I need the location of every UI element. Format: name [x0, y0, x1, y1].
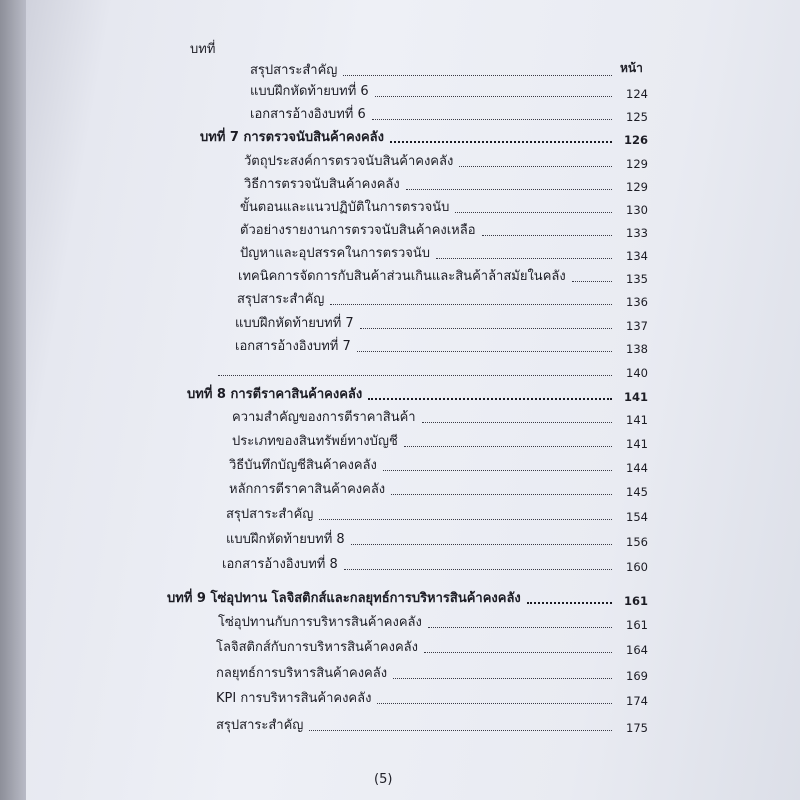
entry-page-number: 169 [626, 669, 648, 683]
dot-leader [459, 166, 612, 167]
entry-title: สรุปสาระสำคัญ [237, 292, 325, 307]
entry-page-number: 144 [626, 461, 648, 475]
entry-title: หลักการตีราคาสินค้าคงคลัง [229, 482, 386, 497]
dot-leader [344, 569, 612, 570]
entry-page-number: 140 [626, 366, 648, 380]
toc-entry [229, 455, 648, 475]
dot-leader [377, 703, 612, 704]
toc-entry [226, 529, 648, 549]
entry-page-number: 175 [626, 721, 648, 735]
chapter-entry [167, 588, 648, 608]
entry-page-number: 125 [626, 110, 648, 124]
entry-page-number: 129 [626, 180, 648, 194]
page-binding-shadow [0, 0, 26, 800]
entry-title: บทที่ 9 โซ่อุปทาน โลจิสติกส์และกลยุทธ์การบริหารสินค้าคงคลัง [167, 591, 521, 606]
chapter-entry [200, 127, 648, 147]
toc-entry [226, 504, 648, 524]
entry-title: บทที่ 7 การตรวจนับสินค้าคงคลัง [200, 130, 384, 145]
entry-title: สรุปสาระสำคัญ [216, 718, 304, 733]
dot-leader [393, 678, 612, 679]
dot-leader [422, 422, 612, 423]
toc-entry [250, 81, 648, 101]
entry-page-number: 141 [626, 437, 648, 451]
dot-leader [319, 519, 612, 520]
entry-page-number: 160 [626, 560, 648, 574]
page-column-label: หน้า [620, 61, 643, 75]
entry-page-number: 161 [623, 594, 648, 608]
entry-title: เอกสารอ้างอิงบทที่ 6 [250, 107, 366, 122]
entry-title: วิธีบันทึกบัญชีสินค้าคงคลัง [229, 458, 377, 473]
entry-page-number: 156 [626, 535, 648, 549]
entry-title: สรุปสาระสำคัญ [250, 63, 338, 78]
toc-entry [216, 688, 648, 708]
toc-entry [229, 479, 648, 499]
entry-title: โซ่อุปทานกับการบริหารสินค้าคงคลัง [218, 615, 422, 630]
dot-leader [390, 141, 612, 143]
chapter-column-label: บทที่ [190, 42, 216, 57]
dot-leader [436, 258, 612, 259]
dot-leader [455, 212, 612, 213]
dot-leader [404, 446, 612, 447]
entry-title: สรุปสาระสำคัญ [226, 507, 314, 522]
toc-entry [250, 104, 648, 124]
toc-entry [216, 715, 648, 735]
entry-title: กลยุทธ์การบริหารสินค้าคงคลัง [216, 666, 388, 681]
entry-title: ประเภทของสินทรัพย์ทางบัญชี [232, 434, 398, 449]
dot-leader [424, 652, 612, 653]
toc-entry [216, 663, 648, 683]
entry-title: เทคนิคการจัดการกับสินค้าส่วนเกินและสินค้าล้าสมัยในคลัง [238, 269, 566, 284]
entry-title: แบบฝึกหัดท้ายบทที่ 7 [235, 316, 354, 331]
dot-leader [383, 470, 612, 471]
dot-leader [391, 494, 612, 495]
entry-page-number: 174 [626, 694, 648, 708]
entry-page-number: 129 [626, 157, 648, 171]
entry-page-number: 141 [626, 413, 648, 427]
chapter-entry [187, 384, 648, 404]
entry-page-number: 137 [626, 319, 648, 333]
entry-title: เอกสารอ้างอิงบทที่ 7 [235, 339, 351, 354]
toc-entry [218, 612, 648, 632]
entry-title: ความสำคัญของการตีราคาสินค้า [232, 410, 416, 425]
entry-page-number: 161 [626, 618, 648, 632]
entry-title: เอกสารอ้างอิงบทที่ 8 [222, 557, 338, 572]
toc-entry [240, 220, 648, 240]
toc-entry [232, 407, 648, 427]
entry-page-number: 134 [626, 249, 648, 263]
toc-entry [222, 554, 648, 574]
dot-leader [375, 96, 612, 97]
entry-page-number: 135 [626, 272, 648, 286]
entry-title: แบบฝึกหัดท้ายบทที่ 6 [250, 84, 369, 99]
entry-page-number: 133 [626, 226, 648, 240]
entry-title: แบบฝึกหัดท้ายบทที่ 8 [226, 532, 345, 547]
toc-entry [250, 60, 648, 80]
entry-title: วิธีการตรวจนับสินค้าคงคลัง [244, 177, 400, 192]
dot-leader [406, 189, 612, 190]
toc-entry [235, 336, 648, 356]
entry-title: ตัวอย่างรายงานการตรวจนับสินค้าคงเหลือ [240, 223, 476, 238]
toc-entry [244, 151, 648, 171]
entry-page-number: 145 [626, 485, 648, 499]
entry-title: บทที่ 8 การตีราคาสินค้าคงคลัง [187, 387, 363, 402]
entry-title: ขั้นตอนและแนวปฏิบัติในการตรวจนับ [240, 200, 450, 215]
entry-title: วัตถุประสงค์การตรวจนับสินค้าคงคลัง [244, 154, 454, 169]
dot-leader [351, 544, 612, 545]
entry-page-number: 141 [623, 390, 648, 404]
entry-title: โลจิสติกส์กับการบริหารสินค้าคงคลัง [216, 640, 418, 655]
dot-leader [360, 328, 612, 329]
entry-page-number: 130 [626, 203, 648, 217]
toc-entry [237, 289, 648, 309]
toc-entry [216, 637, 648, 657]
dot-leader [428, 627, 612, 628]
toc-entry [244, 174, 648, 194]
toc-entry [240, 243, 648, 263]
entry-page-number: 138 [626, 342, 648, 356]
toc-entry [240, 197, 648, 217]
dot-leader [343, 75, 612, 76]
dot-leader [330, 304, 612, 305]
toc-entry [235, 313, 648, 333]
entry-title: ปัญหาและอุปสรรคในการตรวจนับ [240, 246, 431, 261]
dot-leader [527, 602, 612, 604]
entry-title: KPI การบริหารสินค้าคงคลัง [216, 691, 372, 706]
entry-page-number: 124 [626, 87, 648, 101]
entry-page-number: 154 [626, 510, 648, 524]
dot-leader [309, 730, 612, 731]
dot-leader [572, 281, 612, 282]
toc-entry [238, 266, 648, 286]
dot-leader [372, 119, 612, 120]
dot-leader [218, 375, 612, 376]
dot-leader [482, 235, 612, 236]
toc-entry [212, 360, 648, 380]
entry-page-number: 164 [626, 643, 648, 657]
toc-entry [232, 431, 648, 451]
page-number: (5) [374, 772, 393, 787]
entry-page-number: 126 [623, 133, 648, 147]
entry-page-number: 136 [626, 295, 648, 309]
dot-leader [357, 351, 612, 352]
dot-leader [368, 398, 612, 400]
